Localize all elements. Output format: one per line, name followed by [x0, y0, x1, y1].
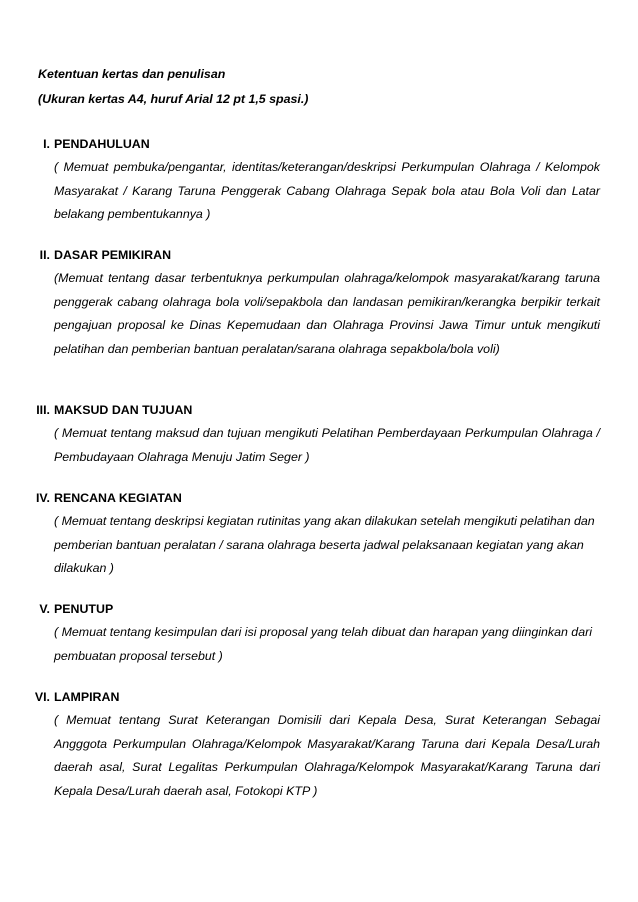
section-dasar-pemikiran: [0, 243, 638, 361]
section-rencana-kegiatan: [0, 486, 638, 581]
section-maksud-tujuan: [0, 398, 638, 469]
section-number: V.: [39, 602, 50, 616]
section-title: DASAR PEMIKIRAN: [54, 248, 172, 262]
section-penutup: [0, 597, 638, 668]
section-body: ( Memuat tentang deskripsi kegiatan rutinitas yang akan dilakukan setelah mengikuti pelatihan dan pemberian bantuan peralatan / sarana olahraga beserta jadwal pelaksanaan kegiatan yang akan dilakukan ): [54, 514, 595, 576]
section-title: PENUTUP: [54, 602, 114, 616]
section-body: ( Memuat tentang kesimpulan dari isi proposal yang telah dibuat dan harapan yang diinginkan dari pembuatan proposal tersebut ): [54, 625, 592, 663]
section-heading: [0, 685, 638, 709]
section-heading: [0, 243, 638, 267]
section-title: MAKSUD DAN TUJUAN: [54, 403, 193, 417]
section-heading: [0, 486, 638, 510]
section-pendahuluan: [0, 132, 638, 227]
section-body: ( Memuat tentang maksud dan tujuan mengikuti Pelatihan Pemberdayaan Perkumpulan Olahraga / Pembudayaan Olahraga Menuju Jatim Seger ): [54, 426, 600, 464]
format-spec: (Ukuran kertas A4, huruf Arial 12 pt 1,5 spasi.): [38, 92, 309, 106]
section-title: LAMPIRAN: [54, 690, 120, 704]
section-body: (Memuat tentang dasar terbentuknya perkumpulan olahraga/kelompok masyarakat/karang taruna penggerak cabang olahraga bola voli/sepakbola dan landasan pemikiran/kerangka berpikir terkait pengajuan proposal ke Dinas Kepemudaan dan Olahraga Provinsi Jawa Timur untuk mengikuti pelatihan dan pemberian bantuan peralatan/sarana olahraga sepakbola/bola voli): [54, 271, 600, 356]
section-lampiran: [0, 685, 638, 803]
section-number: III.: [36, 403, 50, 417]
section-number: VI.: [34, 690, 50, 704]
section-number: I.: [43, 137, 50, 151]
section-number: II.: [39, 248, 50, 262]
section-heading: [0, 132, 638, 156]
section-body: ( Memuat tentang Surat Keterangan Domisili dari Kepala Desa, Surat Keterangan Sebagai Angggota Perkumpulan Olahraga/Kelompok Masyarakat/Karang Taruna dari Kepala Desa/Lurah daerah asal, Surat Legalitas Perkumpulan Olahraga/Kelompok Masyarakat/Karang Taruna dari Kepala Desa/Lurah daerah asal, Fotokopi KTP ): [54, 713, 600, 798]
section-body: ( Memuat pembuka/pengantar, identitas/keterangan/deskripsi Perkumpulan Olahraga / Kelompok Masyarakat / Karang Taruna Penggerak Cabang Olahraga Sepak bola atau Bola Voli dan Latar belakang pembentukannya ): [54, 160, 600, 222]
section-number: IV.: [35, 491, 50, 505]
paper-format-note: [38, 62, 308, 112]
section-title: RENCANA KEGIATAN: [54, 491, 182, 505]
section-title: PENDAHULUAN: [54, 137, 150, 151]
format-heading: Ketentuan kertas dan penulisan: [38, 67, 226, 81]
section-heading: [0, 597, 638, 621]
section-heading: [0, 398, 638, 422]
